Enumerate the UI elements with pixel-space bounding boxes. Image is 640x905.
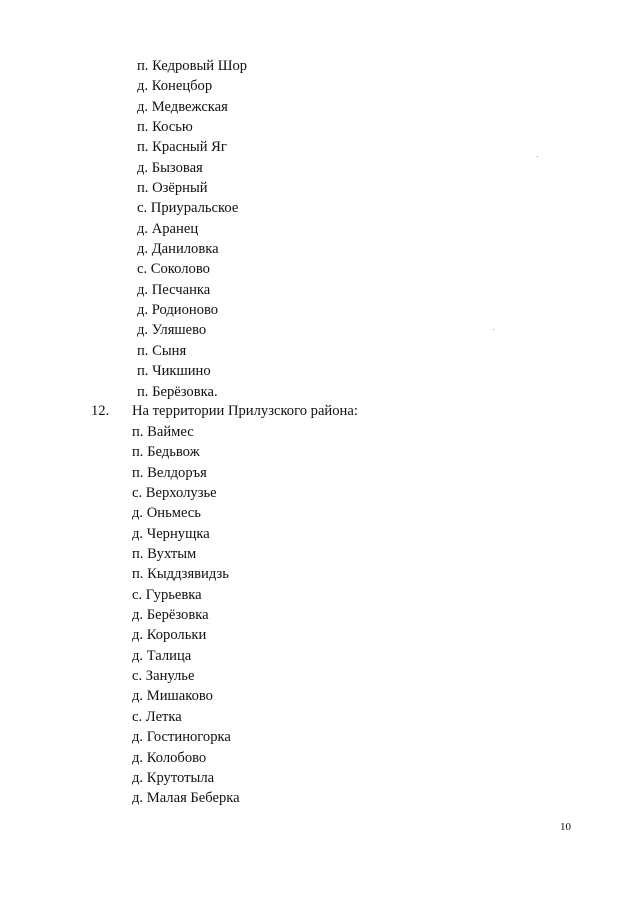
- section-heading: На территории Прилузского района:: [132, 403, 358, 419]
- list-item: п. Велдоръя: [132, 464, 207, 481]
- list-item: д. Медвежская: [137, 98, 228, 115]
- list-item: п. Бедьвож: [132, 444, 200, 461]
- list-item: д. Малая Беберка: [132, 790, 240, 807]
- list-item: д. Берёзовка: [132, 607, 209, 624]
- page-number: 10: [560, 821, 571, 833]
- list-item: с. Летка: [132, 708, 182, 725]
- list-item: п. Кыддзявидзь: [132, 566, 229, 583]
- list-item: д. Даниловка: [137, 241, 219, 258]
- list-item: п. Вухтым: [132, 546, 197, 563]
- settlement-list-priluzsky: [132, 422, 240, 809]
- list-item: д. Конецбор: [137, 78, 213, 95]
- list-item: п. Чикшино: [137, 363, 211, 380]
- list-item: с. Верхолузье: [132, 485, 217, 502]
- list-item: п. Сыня: [137, 342, 187, 359]
- section-number: 12.: [91, 403, 110, 419]
- list-item: п. Косью: [137, 119, 193, 136]
- list-item: д. Гостиногорка: [132, 729, 231, 746]
- list-item: д. Мишаково: [132, 688, 213, 705]
- scan-speck: [493, 329, 494, 330]
- list-item: д. Бызовая: [137, 159, 203, 176]
- list-item: д. Корольки: [132, 627, 207, 644]
- list-item: д. Крутотыла: [132, 769, 215, 786]
- list-item: д. Родионово: [137, 302, 219, 319]
- list-item: д. Песчанка: [137, 281, 211, 298]
- list-item: д. Колобово: [132, 749, 207, 766]
- list-item: д. Аранец: [137, 220, 199, 237]
- list-item: п. Озёрный: [137, 180, 208, 197]
- list-item: д. Чернущка: [132, 525, 210, 542]
- settlement-list-continued: [137, 56, 247, 402]
- scan-speck: [537, 156, 538, 157]
- list-item: д. Оньмесь: [132, 505, 201, 522]
- list-item: д. Талица: [132, 647, 192, 664]
- list-item: п. Кедровый Шор: [137, 58, 248, 74]
- list-item: с. Занулье: [132, 668, 195, 685]
- list-item: п. Красный Яг: [137, 139, 227, 156]
- list-item: д. Уляшево: [137, 322, 207, 339]
- list-item: с. Соколово: [137, 261, 210, 278]
- list-item: с. Приуральское: [137, 200, 239, 217]
- list-item: с. Гурьевка: [132, 586, 202, 603]
- list-item: п. Ваймес: [132, 424, 194, 440]
- list-item: п. Берёзовка.: [137, 383, 218, 400]
